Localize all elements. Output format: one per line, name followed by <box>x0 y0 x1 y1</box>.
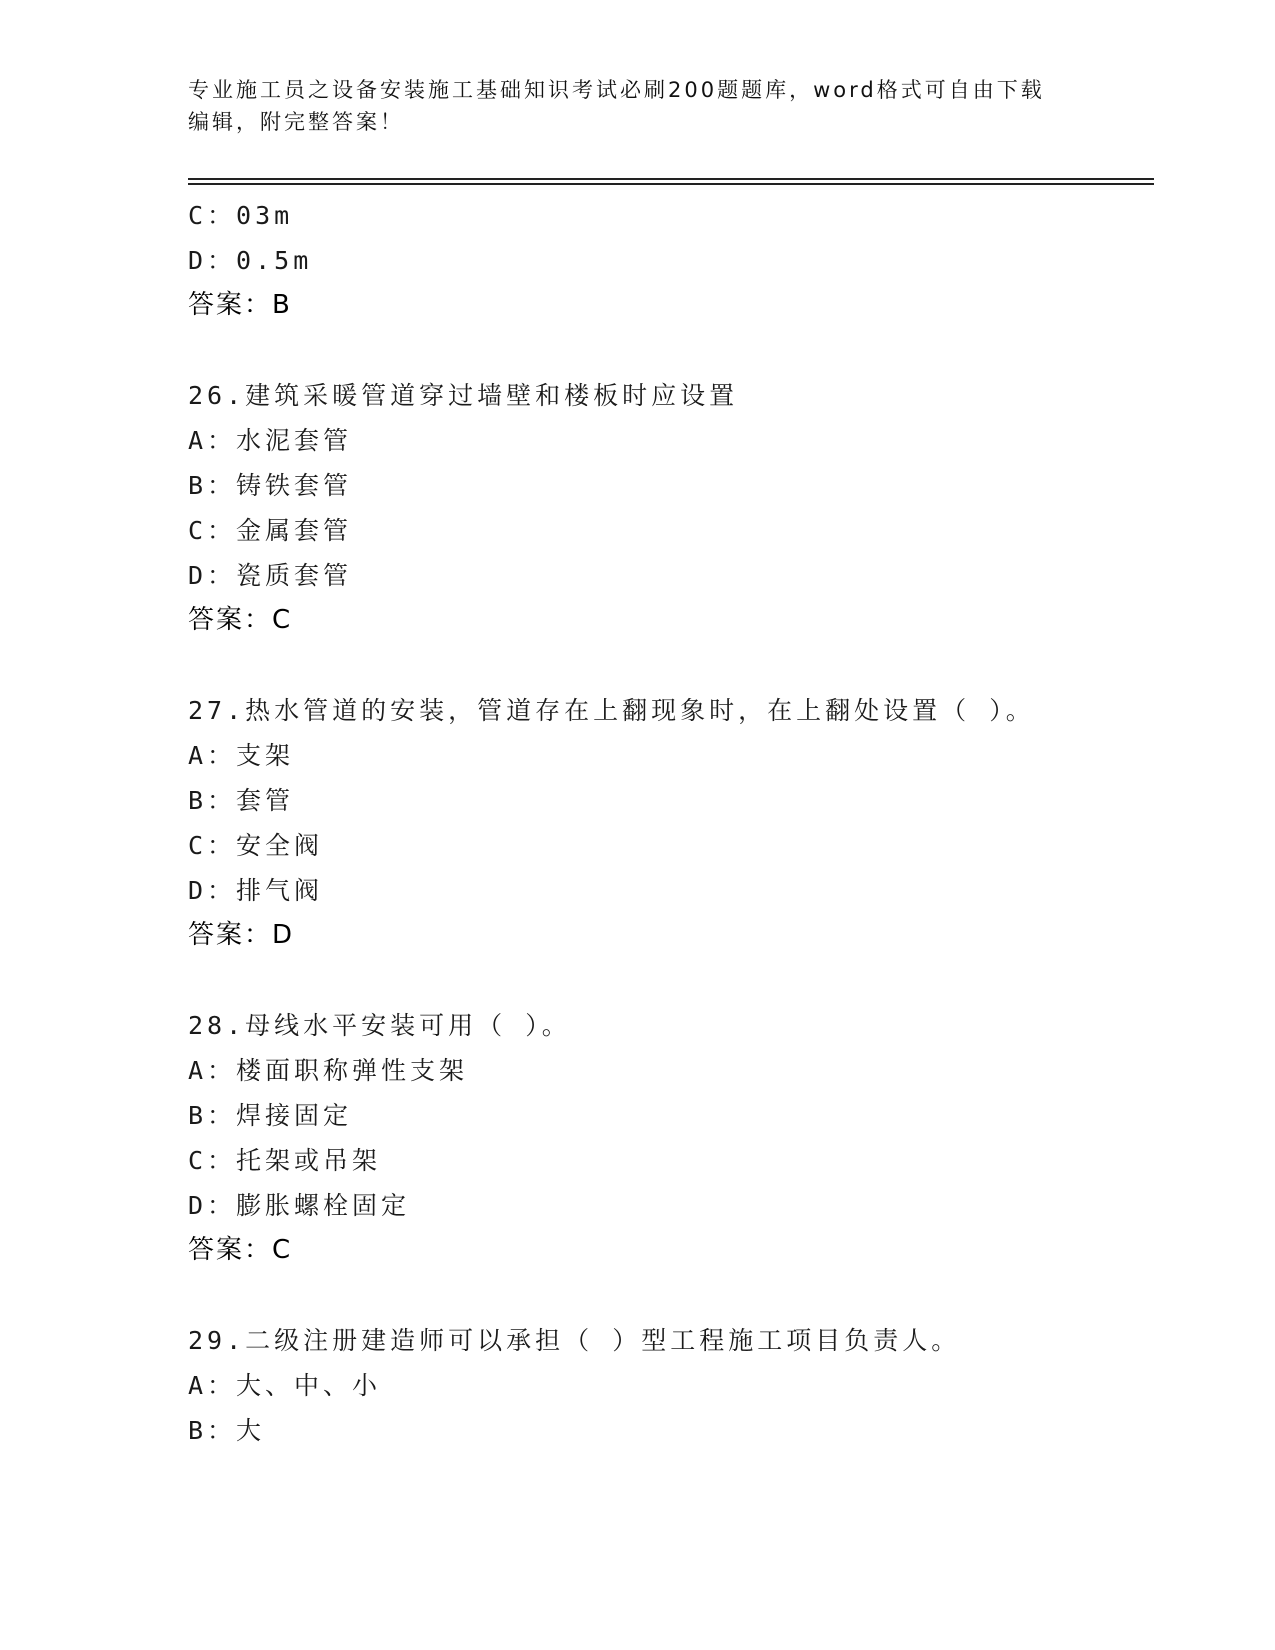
option-d: D：瓷质套管 <box>188 561 353 590</box>
question-stem: 26.建筑采暖管道穿过墙壁和楼板时应设置 <box>188 381 739 410</box>
option-c: C：托架或吊架 <box>188 1146 382 1175</box>
option-c: C：金属套管 <box>188 516 353 545</box>
question-stem: 29.二级注册建造师可以承担（ ）型工程施工项目负责人。 <box>188 1326 961 1355</box>
option-b: B：铸铁套管 <box>188 471 353 500</box>
option-b: B：套管 <box>188 786 295 815</box>
spacer <box>188 328 1148 373</box>
question-stem: 28.母线水平安装可用（ ）。 <box>188 1011 571 1040</box>
header-rule-top <box>188 178 1154 180</box>
answer-line: 答案：D <box>188 920 295 950</box>
option-d: D：0.5m <box>188 246 313 275</box>
document-header <box>188 74 1068 138</box>
answer-line: 答案：C <box>188 1235 293 1265</box>
option-a: A：水泥套管 <box>188 426 353 455</box>
header-rule-bottom <box>188 183 1154 185</box>
question-26 <box>188 373 1148 643</box>
option-a: A：支架 <box>188 741 295 770</box>
answer-line: 答案：B <box>188 290 292 320</box>
question-27 <box>188 688 1148 958</box>
header-title-line-1: 专业施工员之设备安装施工基础知识考试必刷200题题库，word格式可自由下载 <box>188 78 1045 102</box>
question-list <box>188 193 1148 1453</box>
option-d: D：膨胀螺栓固定 <box>188 1191 411 1220</box>
option-a: A：大、中、小 <box>188 1371 382 1400</box>
option-b: B：焊接固定 <box>188 1101 353 1130</box>
header-title-line-2: 编辑，附完整答案！ <box>188 110 404 134</box>
question-stem: 27.热水管道的安装，管道存在上翻现象时，在上翻处设置（ ）。 <box>188 696 1035 725</box>
spacer <box>188 1273 1148 1318</box>
option-b: B：大 <box>188 1416 266 1445</box>
option-c: C：安全阀 <box>188 831 324 860</box>
question-28 <box>188 1003 1148 1273</box>
question-25-continuation <box>188 193 1148 328</box>
question-29 <box>188 1318 1148 1453</box>
spacer <box>188 643 1148 688</box>
option-c: C：03m <box>188 201 294 230</box>
answer-line: 答案：C <box>188 605 293 635</box>
spacer <box>188 958 1148 1003</box>
option-a: A：楼面职称弹性支架 <box>188 1056 469 1085</box>
option-d: D：排气阀 <box>188 876 324 905</box>
